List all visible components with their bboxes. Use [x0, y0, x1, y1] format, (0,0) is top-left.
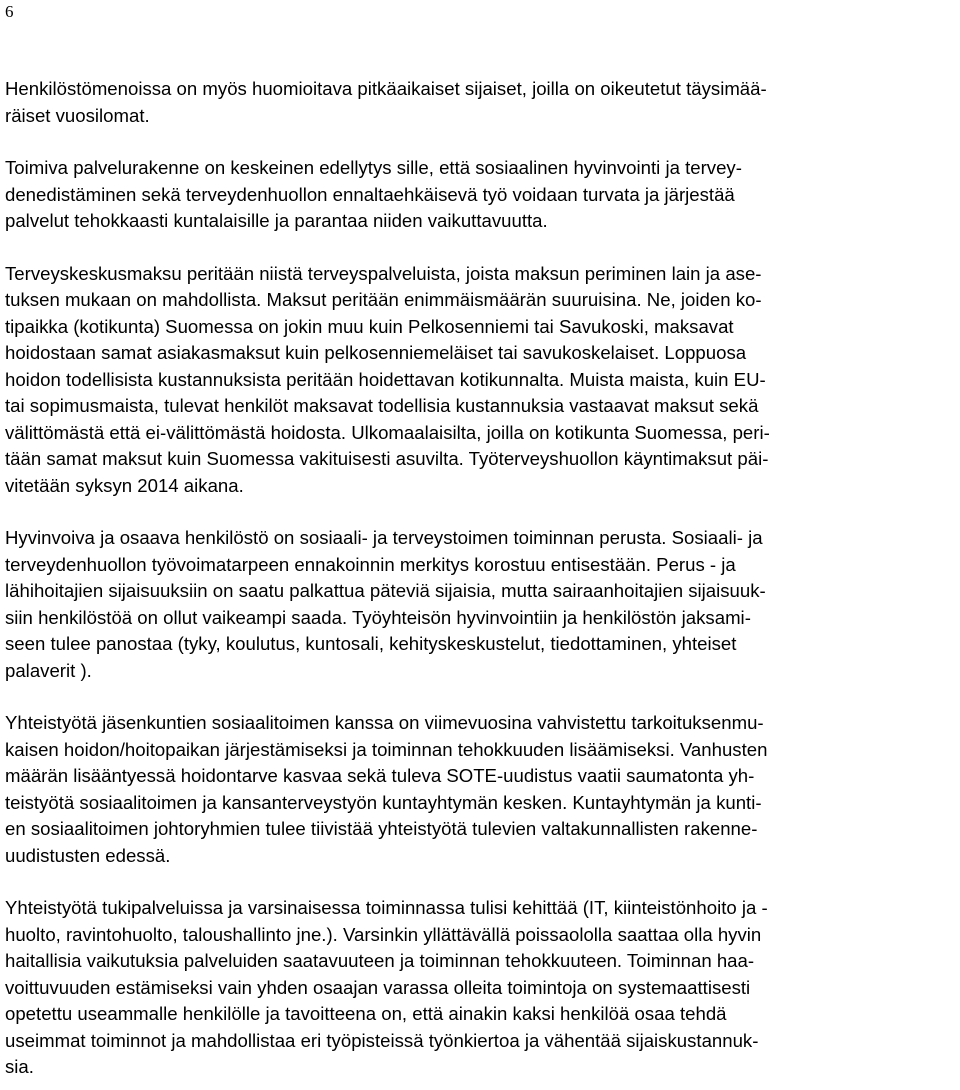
- text-line: palaverit ).: [5, 659, 92, 681]
- text-line: Henkilöstömenoissa on myös huomioitava pitkäaikaiset sijaiset, joilla on oikeutetut täysimää-: [5, 78, 767, 99]
- text-line: denedistäminen sekä terveydenhuollon ennaltaehkäisevä työ voidaan turvata ja järjestää: [5, 183, 735, 205]
- text-line: lähihoitajien sijaisuuksiin on saatu palkattua päteviä sijaisia, mutta sairaanhoitajien sijaisuuk-: [5, 580, 766, 601]
- paragraph-5: [5, 710, 955, 869]
- text-line: opetettu useammalle henkilölle ja tavoitteena on, että ainakin kaksi henkilöä osaa tehdä: [5, 1003, 727, 1024]
- paragraph-4: [5, 525, 955, 684]
- text-line: Yhteistyötä tukipalveluissa ja varsinaisessa toiminnassa tulisi kehittää (IT, kiinteistönhoito ja -: [5, 897, 768, 918]
- paragraph-gap: [5, 684, 955, 710]
- paragraph-1: [5, 76, 955, 129]
- text-line: kaisen hoidon/hoitopaikan järjestämiseksi ja toiminnan tehokkuuden lisäämiseksi. Vanhusten: [5, 738, 768, 760]
- text-line: siin henkilöstöä on ollut vaikeampi saada. Työyhteisön hyvinvointiin ja henkilöstön jaksami-: [5, 606, 751, 628]
- text-line: uudistusten edessä.: [5, 844, 171, 866]
- text-line: hoidostaan samat asiakasmaksut kuin pelkosenniemeläiset tai savukoskelaiset. Loppuosa: [5, 342, 747, 363]
- text-line: vitetään syksyn 2014 aikana.: [5, 474, 244, 496]
- text-line: huolto, ravintohuolto, taloushallinto jne.). Varsinkin yllättävällä poissaololla saattaa olla hyvin: [5, 923, 762, 945]
- text-line: välittömästä että ei-välittömästä hoidosta. Ulkomaalaisilta, joilla on kotikunta Suomessa, peri-: [5, 421, 770, 443]
- text-line: Terveyskeskusmaksu peritään niistä terveyspalveluista, joista maksun periminen lain ja ase-: [5, 262, 762, 284]
- text-line: määrän lisääntyessä hoidontarve kasvaa sekä tuleva SOTE-uudistus vaatii saumatonta yh-: [5, 765, 755, 786]
- paragraph-6: [5, 895, 955, 1081]
- paragraph-gap: [5, 129, 955, 155]
- paragraph-3: [5, 261, 955, 500]
- text-line: Hyvinvoiva ja osaava henkilöstö on sosiaali- ja terveystoimen toiminnan perusta. Sosiaali- ja: [5, 527, 763, 548]
- text-line: en sosiaalitoimen johtoryhmien tulee tiivistää yhteistyötä tulevien valtakunnallisten rakenne-: [5, 818, 758, 839]
- paragraph-gap: [5, 869, 955, 895]
- text-line: Toimiva palvelurakenne on keskeinen edellytys sille, että sosiaalinen hyvinvointi ja tervey-: [5, 157, 742, 178]
- text-line: hoidon todellisista kustannuksista peritään hoidettavan kotikunnalta. Muista maista, kuin EU-: [5, 368, 766, 390]
- text-line: useimmat toiminnot ja mahdollistaa eri työpisteissä työnkiertoa ja vähentää sijaiskustannuk-: [5, 1029, 759, 1051]
- text-line: räiset vuosilomat.: [5, 104, 150, 126]
- paragraph-gap: [5, 499, 955, 525]
- paragraph-gap: [5, 235, 955, 261]
- text-line: tai sopimusmaista, tulevat henkilöt maksavat todellisia kustannuksia vastaavat maksut sekä: [5, 395, 759, 416]
- document-body: [5, 76, 955, 1081]
- text-line: terveydenhuollon työvoimatarpeen ennakoinnin merkitys korostuu entisestään. Perus - ja: [5, 553, 736, 575]
- text-line: Yhteistyötä jäsenkuntien sosiaalitoimen kanssa on viimevuosina vahvistettu tarkoituksenmu-: [5, 712, 764, 733]
- text-line: tuksen mukaan on mahdollista. Maksut peritään enimmäismäärän suuruisina. Ne, joiden ko-: [5, 289, 762, 310]
- text-line: voittuvuuden estämiseksi vain yhden osaajan varassa olleita toimintoja on systemaattisesti: [5, 976, 751, 998]
- text-line: tään samat maksut kuin Suomessa vakituisesti asuvilta. Työterveyshuollon käyntimaksut päi-: [5, 448, 769, 469]
- page-number: 6: [5, 2, 14, 21]
- text-line: seen tulee panostaa (tyky, koulutus, kuntosali, kehityskeskustelut, tiedottaminen, yhteiset: [5, 633, 737, 654]
- text-line: teistyötä sosiaalitoimen ja kansanterveystyön kuntayhtymän kesken. Kuntayhtymän ja kunti-: [5, 791, 762, 813]
- text-line: haitallisia vaikutuksia palveluiden saatavuuteen ja toiminnan tehokkuuteen. Toiminnan haa-: [5, 950, 755, 971]
- text-line: palvelut tehokkaasti kuntalaisille ja parantaa niiden vaikuttavuutta.: [5, 210, 548, 231]
- text-line: tipaikka (kotikunta) Suomessa on jokin muu kuin Pelkosenniemi tai Savukoski, maksavat: [5, 315, 734, 337]
- paragraph-2: [5, 155, 955, 235]
- text-line: sia.: [5, 1056, 34, 1077]
